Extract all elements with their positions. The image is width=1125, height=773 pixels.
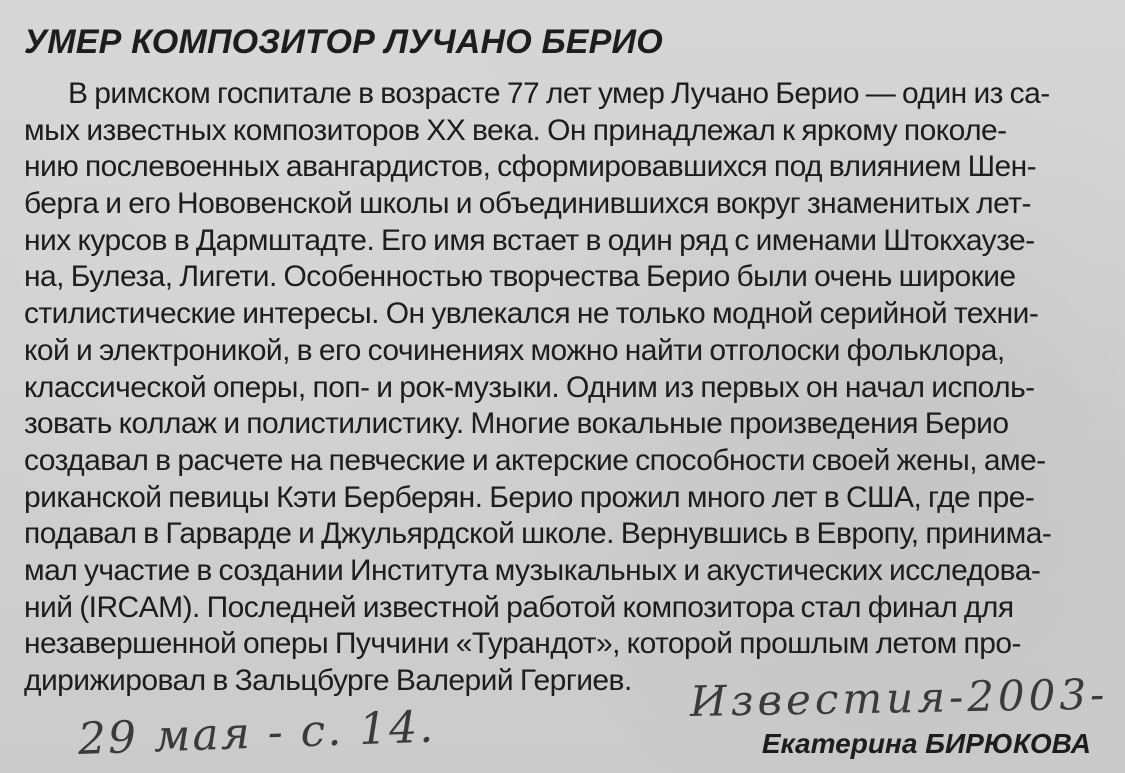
article-author: Екатерина БИРЮКОВА: [761, 728, 1091, 759]
article-body: [24, 76, 1094, 700]
article-line-5: них курсов в Дармштадте. Его имя встает в один ряд с именами Штокхаузе-: [24, 223, 1035, 257]
handwritten-source-note: Известия-2003-: [689, 669, 1109, 726]
article-line-4: берга и его Нововенской школы и объединившихся вокруг знаменитых лет-: [24, 187, 1031, 221]
article-line-14: мал участие в создании Института музыкальных и акустических исследова-: [24, 553, 1041, 587]
article-line-8: кой и электроникой, в его сочинениях можно найти отголоски фольклора,: [24, 333, 1005, 367]
article-line-16: незавершенной оперы Пуччини «Турандот», которой прошлым летом про-: [24, 627, 1021, 661]
article-line-15: ний (IRCAM). Последней известной работой композитора стал финал для: [24, 590, 1014, 624]
article-line-1: В римском госпитале в возрасте 77 лет умер Лучано Берио — один из са-: [68, 77, 1050, 110]
article-line-10: зовать коллаж и полистилистику. Многие вокальные произведения Берио: [24, 407, 1009, 441]
article-line-9: классической оперы, поп- и рок-музыки. Одним из первых он начал исполь-: [24, 370, 1035, 404]
handwritten-date-note: 29 мая - с. 14.: [77, 701, 436, 765]
article-line-6: на, Булеза, Лигети. Особенностью творчества Берио были очень широкие: [24, 260, 1016, 294]
article-line-3: нию послевоенных авангардистов, сформировавшихся под влиянием Шен-: [24, 150, 1037, 184]
article-headline: УМЕР КОМПОЗИТОР ЛУЧАНО БЕРИО: [24, 23, 663, 61]
article-line-7: стилистические интересы. Он увлекался не только модной серийной техни-: [24, 297, 1039, 331]
article-line-13: подавал в Гарварде и Джульярдской школе. Вернувшись в Европу, принима-: [24, 517, 1052, 551]
article-line-12: риканской певицы Кэти Берберян. Берио прожил много лет в США, где пре-: [24, 480, 1035, 514]
article-line-17: дирижировал в Зальцбурге Валерий Гергиев.: [24, 664, 632, 697]
article-line-2: мых известных композиторов XX века. Он принадлежал к яркому поколе-: [24, 113, 1007, 147]
article-line-11: создавал в расчете на певческие и актерские способности своей жены, аме-: [24, 443, 1046, 477]
